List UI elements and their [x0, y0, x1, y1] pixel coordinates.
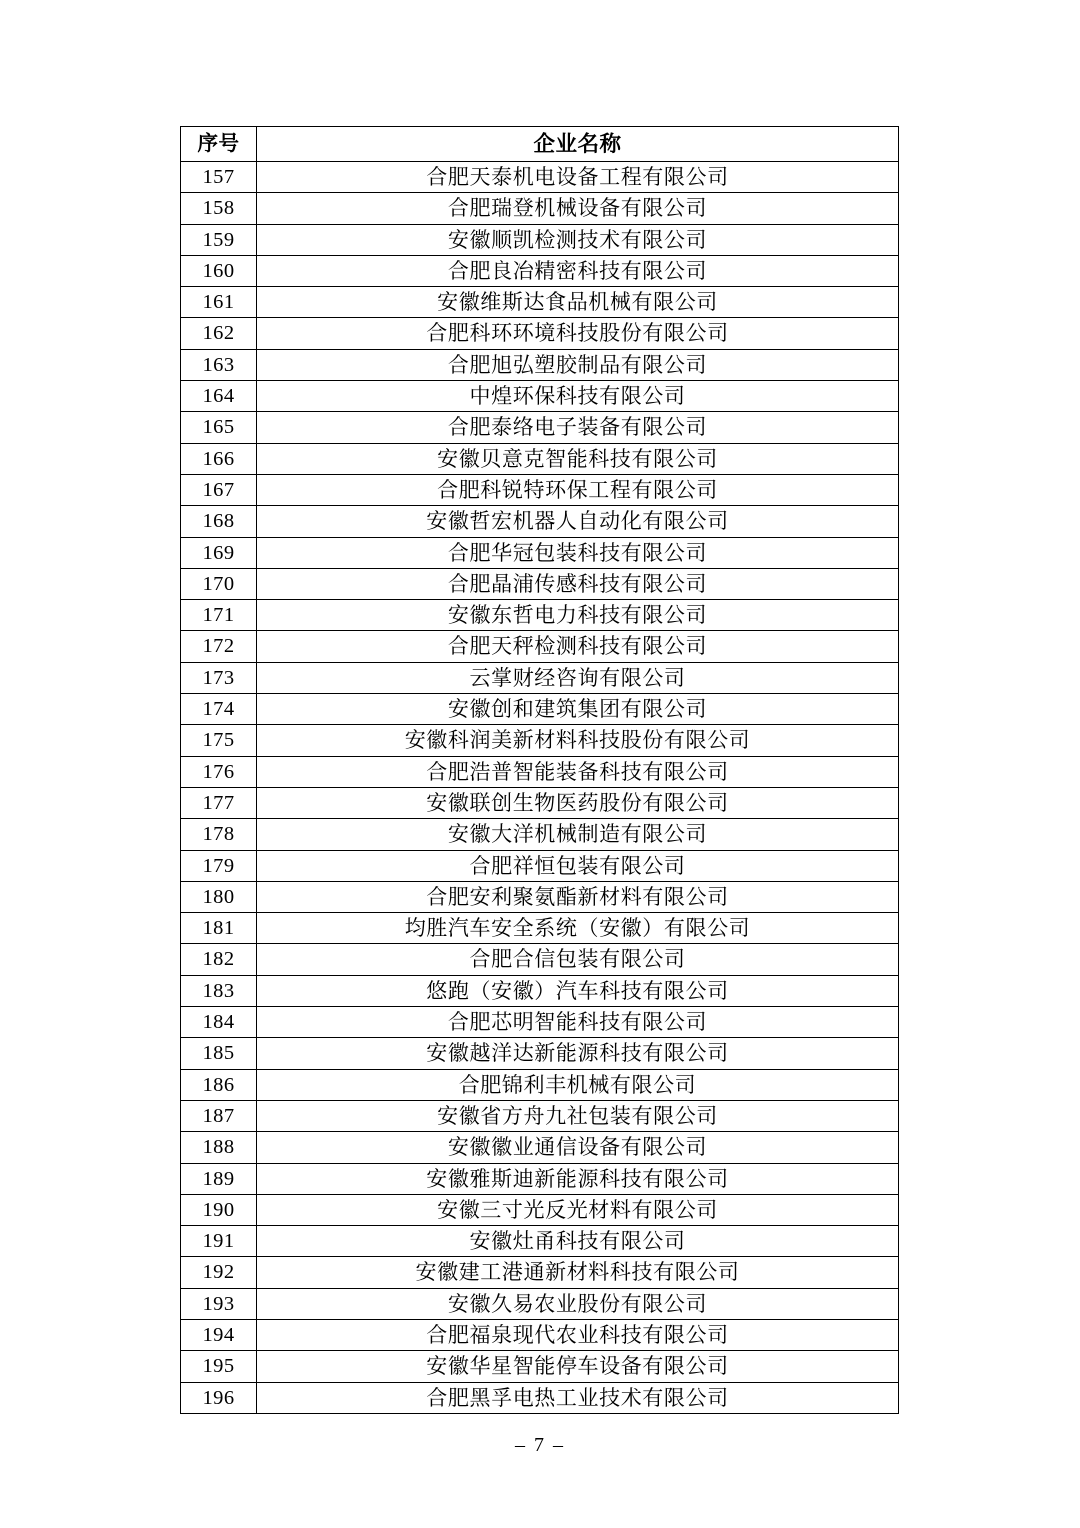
- cell-enterprise-name: 合肥良冶精密科技有限公司: [257, 255, 899, 286]
- cell-enterprise-name: 安徽建工港通新材料科技有限公司: [257, 1257, 899, 1288]
- cell-sequence-number: 169: [181, 537, 257, 568]
- cell-enterprise-name: 安徽大洋机械制造有限公司: [257, 819, 899, 850]
- cell-sequence-number: 184: [181, 1007, 257, 1038]
- cell-enterprise-name: 均胜汽车安全系统（安徽）有限公司: [257, 913, 899, 944]
- cell-enterprise-name: 安徽三寸光反光材料有限公司: [257, 1194, 899, 1225]
- table-row: [181, 506, 899, 537]
- cell-sequence-number: 178: [181, 819, 257, 850]
- table-row: [181, 1288, 899, 1319]
- table-row: [181, 412, 899, 443]
- table-row: [181, 694, 899, 725]
- table-row: [181, 662, 899, 693]
- table-row: [181, 1226, 899, 1257]
- table-row: [181, 443, 899, 474]
- cell-sequence-number: 176: [181, 756, 257, 787]
- table-row: [181, 255, 899, 286]
- table-row: [181, 1038, 899, 1069]
- table-row: [181, 1382, 899, 1413]
- cell-sequence-number: 195: [181, 1351, 257, 1382]
- cell-enterprise-name: 安徽灶甬科技有限公司: [257, 1226, 899, 1257]
- table-row: [181, 1132, 899, 1163]
- cell-enterprise-name: 合肥祥恒包装有限公司: [257, 850, 899, 881]
- cell-sequence-number: 190: [181, 1194, 257, 1225]
- cell-enterprise-name: 安徽久易农业股份有限公司: [257, 1288, 899, 1319]
- table-row: [181, 287, 899, 318]
- cell-sequence-number: 194: [181, 1319, 257, 1350]
- cell-enterprise-name: 安徽哲宏机器人自动化有限公司: [257, 506, 899, 537]
- cell-enterprise-name: 安徽徽业通信设备有限公司: [257, 1132, 899, 1163]
- table-row: [181, 474, 899, 505]
- cell-sequence-number: 171: [181, 600, 257, 631]
- cell-enterprise-name: 合肥泰络电子装备有限公司: [257, 412, 899, 443]
- cell-enterprise-name: 安徽联创生物医药股份有限公司: [257, 787, 899, 818]
- table-body: [181, 162, 899, 1414]
- cell-enterprise-name: 安徽顺凯检测技术有限公司: [257, 224, 899, 255]
- cell-sequence-number: 168: [181, 506, 257, 537]
- cell-sequence-number: 182: [181, 944, 257, 975]
- cell-enterprise-name: 悠跑（安徽）汽车科技有限公司: [257, 975, 899, 1006]
- cell-enterprise-name: 合肥芯明智能科技有限公司: [257, 1007, 899, 1038]
- table-row: [181, 1069, 899, 1100]
- cell-sequence-number: 164: [181, 381, 257, 412]
- cell-enterprise-name: 安徽贝意克智能科技有限公司: [257, 443, 899, 474]
- cell-sequence-number: 183: [181, 975, 257, 1006]
- cell-sequence-number: 165: [181, 412, 257, 443]
- cell-sequence-number: 173: [181, 662, 257, 693]
- table-row: [181, 881, 899, 912]
- cell-enterprise-name: 中煌环保科技有限公司: [257, 381, 899, 412]
- table-row: [181, 787, 899, 818]
- cell-enterprise-name: 安徽创和建筑集团有限公司: [257, 694, 899, 725]
- cell-enterprise-name: 合肥福泉现代农业科技有限公司: [257, 1319, 899, 1350]
- enterprise-listing-table-container: [180, 126, 898, 1414]
- table-row: [181, 318, 899, 349]
- table-row: [181, 819, 899, 850]
- table-row: [181, 1007, 899, 1038]
- cell-sequence-number: 186: [181, 1069, 257, 1100]
- cell-enterprise-name: 安徽科润美新材料科技股份有限公司: [257, 725, 899, 756]
- cell-sequence-number: 175: [181, 725, 257, 756]
- cell-enterprise-name: 云掌财经咨询有限公司: [257, 662, 899, 693]
- cell-sequence-number: 161: [181, 287, 257, 318]
- cell-sequence-number: 170: [181, 568, 257, 599]
- cell-enterprise-name: 安徽越洋达新能源科技有限公司: [257, 1038, 899, 1069]
- cell-sequence-number: 192: [181, 1257, 257, 1288]
- table-row: [181, 1319, 899, 1350]
- cell-sequence-number: 160: [181, 255, 257, 286]
- table-row: [181, 756, 899, 787]
- cell-enterprise-name: 合肥安利聚氨酯新材料有限公司: [257, 881, 899, 912]
- table-row: [181, 944, 899, 975]
- cell-enterprise-name: 合肥天秤检测科技有限公司: [257, 631, 899, 662]
- table-row: [181, 1351, 899, 1382]
- cell-enterprise-name: 合肥合信包装有限公司: [257, 944, 899, 975]
- table-row: [181, 568, 899, 599]
- cell-enterprise-name: 合肥天泰机电设备工程有限公司: [257, 162, 899, 193]
- cell-enterprise-name: 合肥黑孚电热工业技术有限公司: [257, 1382, 899, 1413]
- table-row: [181, 162, 899, 193]
- cell-sequence-number: 162: [181, 318, 257, 349]
- table-row: [181, 913, 899, 944]
- table-row: [181, 1257, 899, 1288]
- table-row: [181, 193, 899, 224]
- cell-sequence-number: 172: [181, 631, 257, 662]
- table-row: [181, 631, 899, 662]
- table-row: [181, 224, 899, 255]
- cell-sequence-number: 189: [181, 1163, 257, 1194]
- cell-sequence-number: 177: [181, 787, 257, 818]
- cell-enterprise-name: 合肥华冠包装科技有限公司: [257, 537, 899, 568]
- table-row: [181, 1163, 899, 1194]
- cell-enterprise-name: 安徽维斯达食品机械有限公司: [257, 287, 899, 318]
- column-header-enterprise-name: 企业名称: [257, 127, 899, 162]
- cell-sequence-number: 163: [181, 349, 257, 380]
- cell-sequence-number: 158: [181, 193, 257, 224]
- table-row: [181, 537, 899, 568]
- cell-enterprise-name: 合肥瑞登机械设备有限公司: [257, 193, 899, 224]
- table-header-row: [181, 127, 899, 162]
- cell-sequence-number: 157: [181, 162, 257, 193]
- cell-sequence-number: 185: [181, 1038, 257, 1069]
- column-header-sequence: 序号: [181, 127, 257, 162]
- cell-enterprise-name: 合肥晶浦传感科技有限公司: [257, 568, 899, 599]
- cell-enterprise-name: 合肥浩普智能装备科技有限公司: [257, 756, 899, 787]
- table-row: [181, 1194, 899, 1225]
- cell-sequence-number: 159: [181, 224, 257, 255]
- page-number-footer: – 7 –: [515, 1434, 565, 1456]
- table-row: [181, 850, 899, 881]
- table-row: [181, 600, 899, 631]
- cell-enterprise-name: 合肥旭弘塑胶制品有限公司: [257, 349, 899, 380]
- cell-sequence-number: 193: [181, 1288, 257, 1319]
- cell-sequence-number: 167: [181, 474, 257, 505]
- cell-sequence-number: 179: [181, 850, 257, 881]
- cell-sequence-number: 188: [181, 1132, 257, 1163]
- cell-enterprise-name: 安徽东哲电力科技有限公司: [257, 600, 899, 631]
- cell-sequence-number: 191: [181, 1226, 257, 1257]
- table-header: [181, 127, 899, 162]
- cell-sequence-number: 180: [181, 881, 257, 912]
- enterprise-listing-table: [180, 126, 899, 1414]
- cell-enterprise-name: 合肥锦利丰机械有限公司: [257, 1069, 899, 1100]
- cell-enterprise-name: 合肥科锐特环保工程有限公司: [257, 474, 899, 505]
- cell-enterprise-name: 安徽雅斯迪新能源科技有限公司: [257, 1163, 899, 1194]
- cell-sequence-number: 196: [181, 1382, 257, 1413]
- cell-sequence-number: 174: [181, 694, 257, 725]
- table-row: [181, 725, 899, 756]
- cell-sequence-number: 166: [181, 443, 257, 474]
- table-row: [181, 381, 899, 412]
- cell-sequence-number: 181: [181, 913, 257, 944]
- table-row: [181, 975, 899, 1006]
- cell-sequence-number: 187: [181, 1100, 257, 1131]
- table-row: [181, 1100, 899, 1131]
- cell-enterprise-name: 安徽华星智能停车设备有限公司: [257, 1351, 899, 1382]
- table-row: [181, 349, 899, 380]
- cell-enterprise-name: 合肥科环环境科技股份有限公司: [257, 318, 899, 349]
- cell-enterprise-name: 安徽省方舟九社包装有限公司: [257, 1100, 899, 1131]
